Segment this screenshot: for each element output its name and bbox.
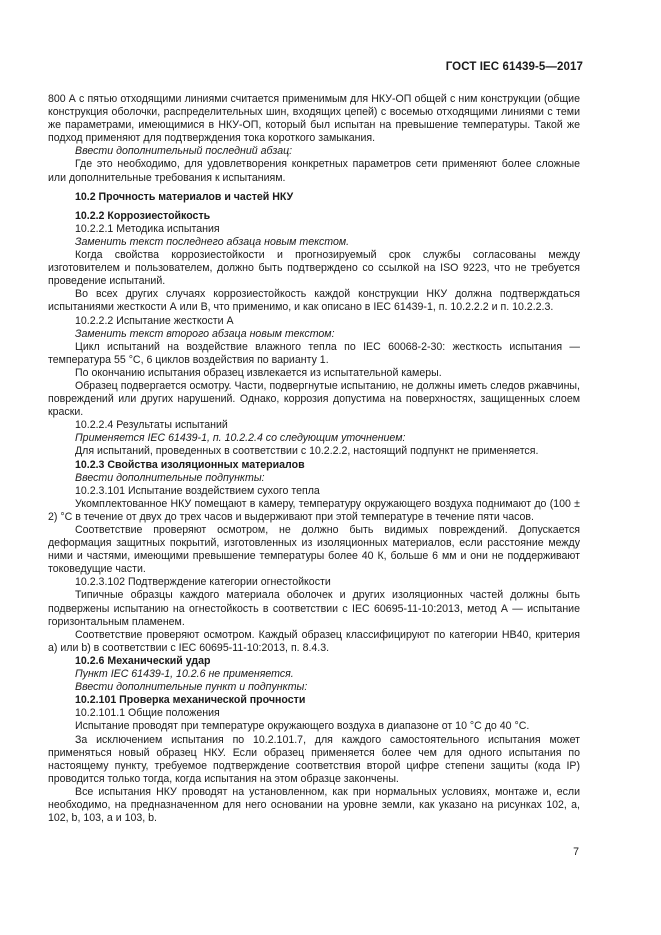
- paragraph: 10.2.2.2 Испытание жесткости А: [75, 314, 234, 327]
- paragraph: 10.2.2 Коррозиестойкость: [75, 209, 211, 222]
- paragraph: 10.2.3.102 Подтверждение категории огнестойкости: [75, 576, 331, 589]
- paragraph: Соответствие проверяют осмотром, не должно быть видимых повреждений. Допускается деформация защитных покрытий, изготовленных из изоляционных материалов, если расстояние между ними и частями, имеющими превышение температуры более 40 К, больше 6 мм и они не поддерживают токоведущие части.: [48, 524, 580, 576]
- paragraph: Для испытаний, проведенных в соответствии с 10.2.2.2, настоящий подпункт не применяется.: [75, 445, 539, 458]
- paragraph: Когда свойства коррозиестойкости и прогнозируемый срок службы согласованы между изготовителем и пользователем, должно быть подтверждено со ссылкой на ISO 9223, что не требуется проведение испытаний.: [48, 249, 580, 288]
- paragraph: Заменить текст второго абзаца новым текстом:: [75, 327, 335, 340]
- paragraph: Испытание проводят при температуре окружающего воздуха в диапазоне от 10 °С до 40 °С.: [75, 720, 530, 733]
- paragraph: Типичные образцы каждого материала оболочек и других изоляционных частей должны быть подвержены испытанию на огнестойкость в соответствии с IEC 60695-11-10:2013, метод А — испытание горизонтальным пламенем.: [48, 589, 580, 628]
- paragraph: Все испытания НКУ проводят на установленном, как при нормальных условиях, монтаже и, если необходимо, на предназначенном для него основании на уровне земли, как указано на рисунках 102, а, 102, b, 103, а и 103, b.: [48, 785, 580, 825]
- paragraph: За исключением испытания по 10.2.101.7, для каждого самостоятельного испытания может применяться новый образец НКУ. Если образец применяется более чем для одного испытания по настоящему пункту, требуемое подтверждение соответствия второй цифре степени защиты (кода IP) проводится только тогда, когда испытания на этом образце закончены.: [48, 733, 580, 785]
- paragraph: Укомплектованное НКУ помещают в камеру, температуру окружающего воздуха поднимают до (100 ± 2) °С в течение от двух до трех часов и выдерживают при этой температуре в течение пяти часов.: [48, 497, 580, 523]
- paragraph: Цикл испытаний на воздействие влажного тепла по IEC 60068-2-30: жесткость испытания — температура 55 °С, 6 циклов воздействия по варианту 1.: [48, 340, 580, 366]
- document-header: ГОСТ IEC 61439-5—2017: [445, 61, 583, 73]
- paragraph: Заменить текст последнего абзаца новым текстом.: [75, 235, 350, 248]
- paragraph: Пункт IEC 61439-1, 10.2.6 не применяется.: [75, 668, 294, 681]
- paragraph: 10.2.3 Свойства изоляционных материалов: [75, 458, 305, 471]
- paragraph: По окончанию испытания образец извлекается из испытательной камеры.: [75, 366, 442, 379]
- paragraph: 800 А с пятью отходящими линиями считается применимым для НКУ-ОП общей с ним конструкции (общие конструкция оболочки, распределительных шин, входящих цепей) с восемью отходящими линиями с теми же параметрами, имеющимися в НКУ-ОП, который был испытан на превышение температуры. Такой же подход применяют для подтверждения тока короткого замыкания.: [48, 93, 580, 145]
- paragraph: 10.2.2.4 Результаты испытаний: [75, 419, 228, 432]
- paragraph: Применяется IEC 61439-1, п. 10.2.2.4 со следующим уточнением:: [75, 432, 406, 445]
- paragraph: Ввести дополнительные подпункты:: [75, 471, 265, 484]
- paragraph: 10.2 Прочность материалов и частей НКУ: [75, 190, 294, 203]
- document-body: [48, 93, 580, 825]
- paragraph: Соответствие проверяют осмотром. Каждый образец классифицируют по категории НВ40, критерия а) или b) в соответствии с IEC 60695-11-10:2013, п. 8.4.3.: [48, 628, 580, 654]
- paragraph: Ввести дополнительный последний абзац:: [75, 145, 293, 158]
- paragraph: 10.2.2.1 Методика испытания: [75, 222, 220, 235]
- paragraph: 10.2.3.101 Испытание воздействием сухого тепла: [75, 484, 320, 497]
- paragraph: Во всех других случаях коррозиестойкость каждой конструкции НКУ должна подтверждаться испытаниями жесткости А или В, что применимо, и как описано в IEC 61439-1, п. 10.2.2.2 и п. 10.2.2.3.: [48, 288, 580, 314]
- paragraph: Ввести дополнительные пункт и подпункты:: [75, 681, 308, 694]
- paragraph: 10.2.101 Проверка механической прочности: [75, 694, 306, 707]
- paragraph: Где это необходимо, для удовлетворения конкретных параметров сети применяют более сложные или дополнительные требования к испытаниям.: [48, 158, 580, 184]
- paragraph: 10.2.6 Механический удар: [75, 654, 211, 667]
- paragraph: 10.2.101.1 Общие положения: [75, 707, 220, 720]
- page-number: 7: [573, 846, 579, 858]
- paragraph: Образец подвергается осмотру. Части, подвергнутые испытанию, не должны иметь следов ржавчины, повреждений или других нарушений. Однако, коррозия допустима на поверхностях, защищенных слоем краски.: [48, 379, 580, 419]
